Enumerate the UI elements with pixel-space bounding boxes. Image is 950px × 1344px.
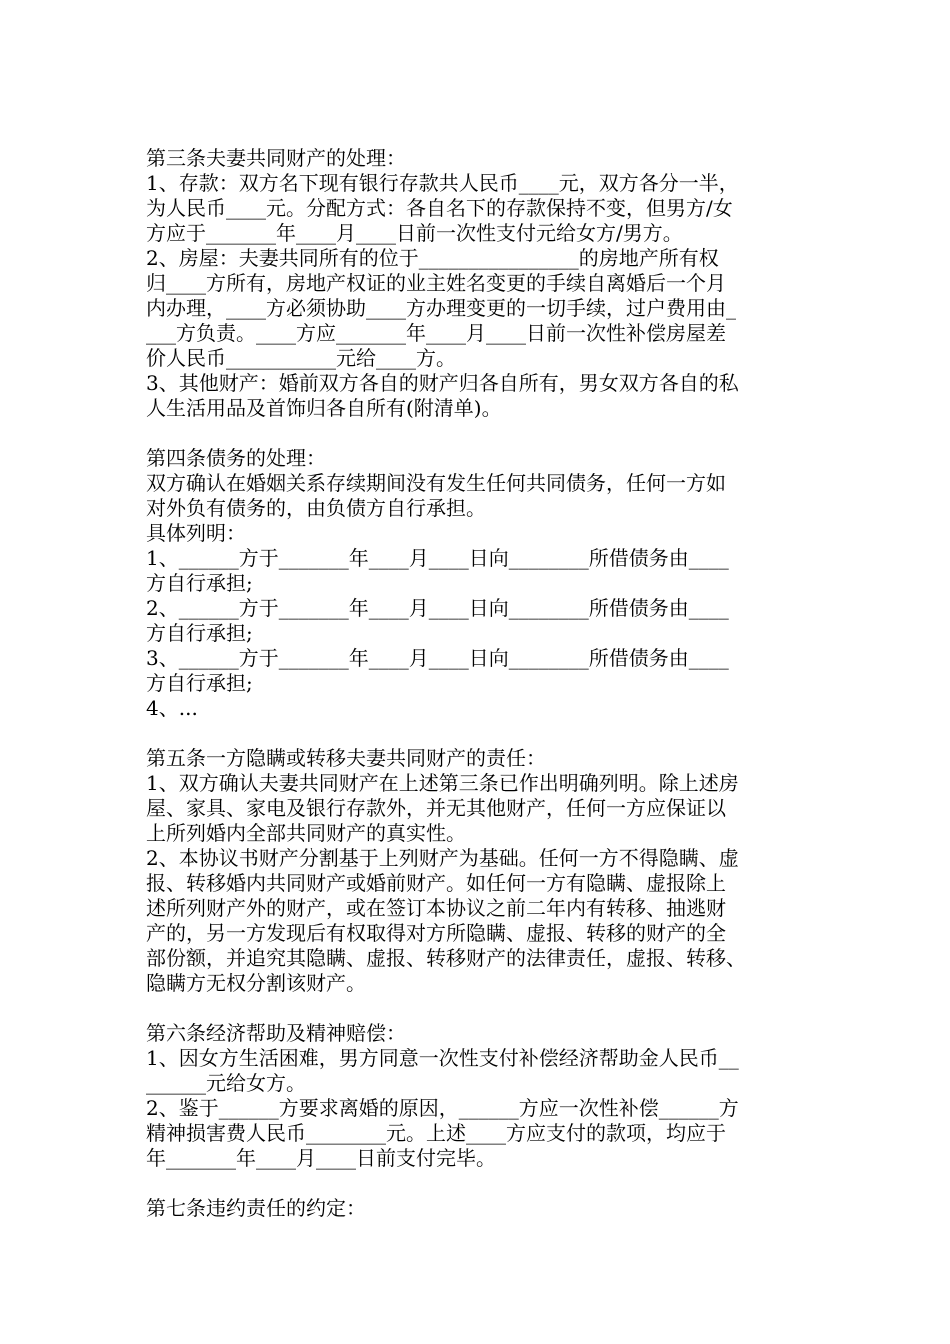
text-line: 产的，另一方发现后有权取得对方所隐瞒、虚报、转移的财产的全 [146, 921, 726, 945]
text-line: 2、______方于_______年____月____日向________所借债务由____ [146, 596, 729, 620]
text-line: 3、其他财产：婚前双方各自的财产归各自所有，男女双方各自的私 [146, 371, 739, 395]
text-line: 4、... [146, 696, 198, 720]
section-heading: 第三条夫妻共同财产的处理： [146, 146, 406, 170]
section-heading: 第五条一方隐瞒或转移夫妻共同财产的责任： [146, 746, 546, 770]
text-line: 年_______年____月____日前支付完毕。 [146, 1146, 496, 1170]
text-line: 2、本协议书财产分割基于上列财产为基础。任何一方不得隐瞒、虚 [146, 846, 739, 870]
text-line: 隐瞒方无权分割该财产。 [146, 971, 366, 995]
text-line: 1、存款：双方名下现有银行存款共人民币____元，双方各分一半， [146, 171, 739, 195]
text-line: 上所列婚内全部共同财产的真实性。 [146, 821, 466, 845]
text-line: 2、鉴于______方要求离婚的原因，______方应一次性补偿______方 [146, 1096, 739, 1120]
text-line: 2、房屋：夫妻共同所有的位于________________的房地产所有权 [146, 246, 719, 270]
text-line: 方自行承担; [146, 671, 253, 695]
text-line: 1、双方确认夫妻共同财产在上述第三条已作出明确列明。除上述房 [146, 771, 739, 795]
text-line: 具体列明： [146, 521, 246, 545]
text-line: 内办理，____方必须协助____方办理变更的一切手续，过户费用由_ [146, 296, 736, 320]
text-line: 1、______方于_______年____月____日向________所借债务由____ [146, 546, 729, 570]
text-line: ______元给女方。 [146, 1071, 306, 1095]
text-line: 述所列财产外的财产，或在签订本协议之前二年内有转移、抽逃财 [146, 896, 726, 920]
text-line: ___方负责。____方应_______年____月____日前一次性补偿房屋差 [146, 321, 726, 345]
text-line: 对外负有债务的，由负债方自行承担。 [146, 496, 486, 520]
text-line: 人生活用品及首饰归各自所有(附清单)。 [146, 396, 502, 420]
section-heading: 第四条债务的处理： [146, 446, 326, 470]
paragraph-spacer [146, 721, 836, 746]
document-body [146, 146, 836, 1221]
text-line: 3、______方于_______年____月____日向________所借债务由____ [146, 646, 729, 670]
text-line: 双方确认在婚姻关系存续期间没有发生任何共同债务，任何一方如 [146, 471, 726, 495]
text-line: 部份额，并追究其隐瞒、虚报、转移财产的法律责任，虚报、转移、 [146, 946, 746, 970]
text-line: 为人民币____元。分配方式：各自名下的存款保持不变，但男方/女 [146, 196, 733, 220]
paragraph-spacer [146, 421, 836, 446]
text-line: 方应于_______年____月____日前一次性支付元给女方/男方。 [146, 221, 683, 245]
section-heading: 第七条违约责任的约定： [146, 1196, 366, 1220]
text-line: 方自行承担; [146, 621, 253, 645]
text-line: 报、转移婚内共同财产或婚前财产。如任何一方有隐瞒、虚报除上 [146, 871, 726, 895]
text-line: 方自行承担; [146, 571, 253, 595]
paragraph-spacer [146, 996, 836, 1021]
paragraph-spacer [146, 1171, 836, 1196]
text-line: 归____方所有，房地产权证的业主姓名变更的手续自离婚后一个月 [146, 271, 726, 295]
text-line: 精神损害费人民币________元。上述____方应支付的款项，均应于 [146, 1121, 726, 1145]
text-line: 屋、家具、家电及银行存款外，并无其他财产，任何一方应保证以 [146, 796, 726, 820]
text-line: 1、因女方生活困难，男方同意一次性支付补偿经济帮助金人民币__ [146, 1046, 739, 1070]
section-heading: 第六条经济帮助及精神赔偿： [146, 1021, 406, 1045]
text-line: 价人民币___________元给____方。 [146, 346, 456, 370]
